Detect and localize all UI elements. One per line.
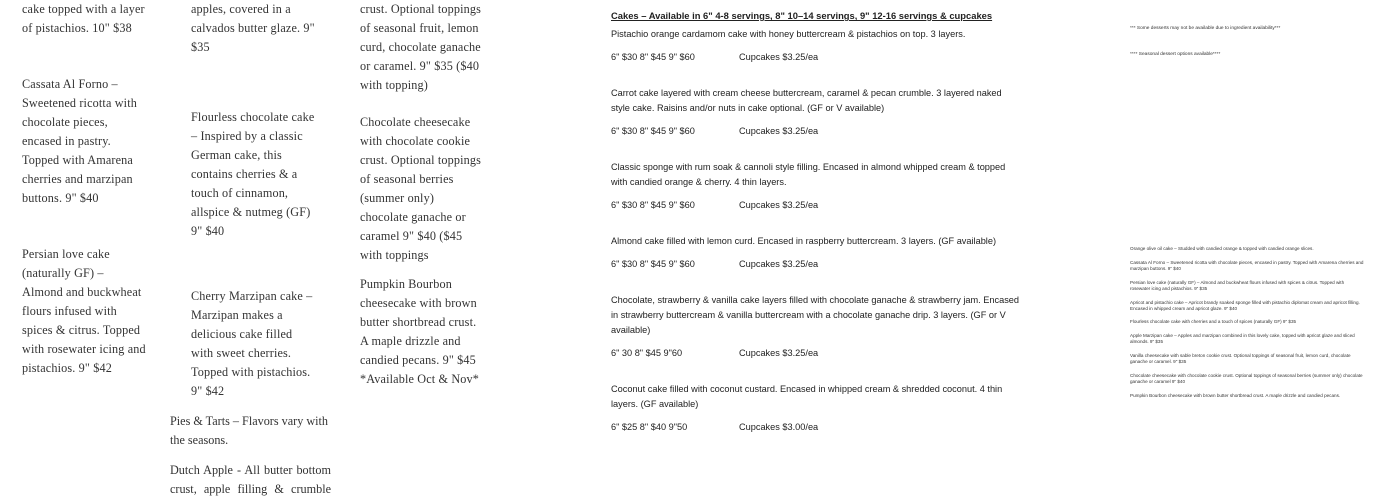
mini-menu-item: Vanilla cheesecake with sable breton cookie crust. Optional toppings of seasonal fruit, lemon curd, chocolate ganache or caramel. 9" $35 bbox=[1130, 353, 1351, 365]
menu-column-3 bbox=[360, 0, 483, 389]
size-prices: 6" $25 8" $40 9"50 bbox=[611, 422, 688, 432]
cake-entry: apples, covered in a calvados butter glaze. 9" $35 bbox=[191, 2, 315, 54]
menu-column-1 bbox=[22, 0, 146, 378]
cake-description: Pistachio orange cardamom cake with honey buttercream & pistachios on top. 3 layers. bbox=[611, 29, 966, 39]
mini-menu-preview bbox=[1130, 246, 1365, 407]
availability-note: *Available Oct & Nov* bbox=[360, 372, 480, 386]
cake-description: Carrot cake layered with cream cheese buttercream, caramel & pecan crumble. 3 layered naked style cake. Raisins and/or nuts in cake optional. (GF or V available) bbox=[611, 88, 1002, 113]
mini-menu-item: Persian love cake (naturally GF) – Almond and buckwheat flours infused with spices & citrus. Topped with rosewater icing and pistachios. 9" $35 bbox=[1130, 279, 1345, 291]
mini-menu-item: Orange olive oil cake – Studded with candied orange & topped with candied orange slices. bbox=[1130, 246, 1314, 251]
cake-entry-cherry-marzipan: Cherry Marzipan cake – Marzipan makes a delicious cake filled with sweet cherries. Topped with pistachios. 9" $42 bbox=[191, 289, 313, 398]
price-row bbox=[611, 198, 1021, 213]
price-row bbox=[611, 346, 1021, 361]
price-row bbox=[611, 420, 1021, 435]
cakes-menu-list bbox=[611, 27, 1021, 435]
cheesecake-entry: crust. Optional toppings of seasonal fruit, lemon curd, chocolate ganache or caramel. 9" $35 ($40 with topping) bbox=[360, 2, 482, 92]
cake-menu-item bbox=[611, 160, 1021, 213]
availability-note: *** Some desserts may not be available due to ingredient availability*** bbox=[1130, 26, 1281, 31]
cupcake-price: Cupcakes $3.25/ea bbox=[739, 52, 819, 62]
cake-menu-item bbox=[611, 234, 1021, 272]
cakes-menu-title: Cakes – Available in 6" 4-8 servings, 8" 10–14 servings, 9" 12-16 servings & cupcakes bbox=[611, 10, 993, 21]
size-prices: 6" $30 8" $45 9" $60 bbox=[611, 200, 695, 210]
cake-description: Classic sponge with rum soak & cannoli style filling. Encased in almond whipped cream & topped with candied orange & cherry. 4 thin layers. bbox=[611, 162, 1006, 187]
seasonal-note: **** Seasonal dessert options available**** bbox=[1130, 52, 1221, 57]
size-prices: 6" $30 8" $45 9" $60 bbox=[611, 126, 695, 136]
price-row bbox=[611, 124, 1021, 139]
cupcake-price: Cupcakes $3.25/ea bbox=[739, 126, 819, 136]
cupcake-price: Cupcakes $3.25/ea bbox=[739, 200, 819, 210]
size-prices: 6" 30 8" $45 9"60 bbox=[611, 348, 683, 358]
cheesecake-entry-pumpkin: Pumpkin Bourbon cheesecake with brown butter shortbread crust. A maple drizzle and candied pecans. 9" $45 bbox=[360, 277, 477, 367]
cake-menu-item bbox=[611, 86, 1021, 139]
size-prices: 6" $30 8" $45 9" $60 bbox=[611, 259, 695, 269]
mini-menu-item: Cassata Al Forno – Sweetened ricotta with chocolate pieces, encased in pastry. Topped with Amarena cherries and marzipan buttons. 9" $40 bbox=[1130, 259, 1364, 271]
cake-entry: cake topped with a layer of pistachios. 10" $38 bbox=[22, 2, 145, 35]
mini-menu-item: Flourless chocolate cake with cherries and a touch of spices (naturally GF) 9" $35 bbox=[1130, 319, 1297, 325]
cupcake-price: Cupcakes $3.00/ea bbox=[739, 422, 819, 432]
pies-heading: Pies & Tarts – Flavors vary with the seasons. bbox=[170, 414, 329, 447]
cake-menu-item bbox=[611, 382, 1021, 435]
mini-menu-item: Apple Marzipan cake – Apples and marzipan combined in this lovely cake, topped with apricot glaze and sliced almonds. 9" $35 bbox=[1130, 333, 1355, 345]
cake-menu-item bbox=[611, 293, 1021, 361]
cakes-menu bbox=[611, 8, 1021, 456]
cake-description: Chocolate, strawberry & vanilla cake layers filled with chocolate ganache & strawberry jam. Encased in strawberry buttercream & vanilla buttercream with a chocolate ganache drip. 3 layers. (GF or V available) bbox=[611, 295, 1020, 335]
price-row bbox=[611, 50, 1021, 65]
cupcake-price: Cupcakes $3.25/ea bbox=[739, 348, 819, 358]
cake-description: Almond cake filled with lemon curd. Encased in raspberry buttercream. 3 layers. (GF available) bbox=[611, 236, 997, 246]
mini-menu-item: Apricot and pistachio cake – Apricot brandy soaked sponge filled with pistachio diplomat cream and apricot filling. Encased in whipped cream and apricot glaze. 9" $40 bbox=[1130, 299, 1360, 311]
cake-entry-cassata: Cassata Al Forno – Sweetened ricotta with chocolate pieces, encased in pastry. Topped with Amarena cherries and marzipan buttons. 9" $40 bbox=[22, 77, 137, 205]
menu-column-2 bbox=[191, 0, 315, 401]
mini-menu-item: Chocolate cheesecake with chocolate cookie crust. Optional toppings of seasonal berries (summer only) chocolate ganache or caramel 9" $40 bbox=[1130, 372, 1363, 385]
cake-entry-flourless-chocolate: Flourless chocolate cake – Inspired by a classic German cake, this contains cherries & a touch of cinnamon, allspice & nutmeg (GF) 9" $40 bbox=[191, 110, 315, 238]
cake-description: Coconut cake filled with coconut custard. Encased in whipped cream & shredded coconut. 4 thin layers. (GF available) bbox=[611, 384, 1003, 409]
price-row bbox=[611, 257, 1021, 272]
cheesecake-entry-chocolate: Chocolate cheesecake with chocolate cookie crust. Optional toppings of seasonal berries (summer only) chocolate ganache or caramel 9" $40 ($45 with toppings bbox=[360, 115, 482, 262]
cupcake-price: Cupcakes $3.25/ea bbox=[739, 259, 819, 269]
mini-menu-item: Pumpkin Bourbon cheesecake with brown butter shortbread crust. A maple drizzle and candied pecans. bbox=[1130, 392, 1341, 398]
cake-menu-item bbox=[611, 27, 1021, 65]
pie-entry-dutch-apple: Dutch Apple - All butter bottom crust, apple filling & crumble bbox=[170, 463, 331, 496]
size-prices: 6" $30 8" $45 9" $60 bbox=[611, 52, 695, 62]
cake-entry-persian-love: Persian love cake (naturally GF) – Almond and buckwheat flours infused with spices & citrus. Topped with rosewater icing and pistachios. 9" $42 bbox=[22, 247, 146, 375]
